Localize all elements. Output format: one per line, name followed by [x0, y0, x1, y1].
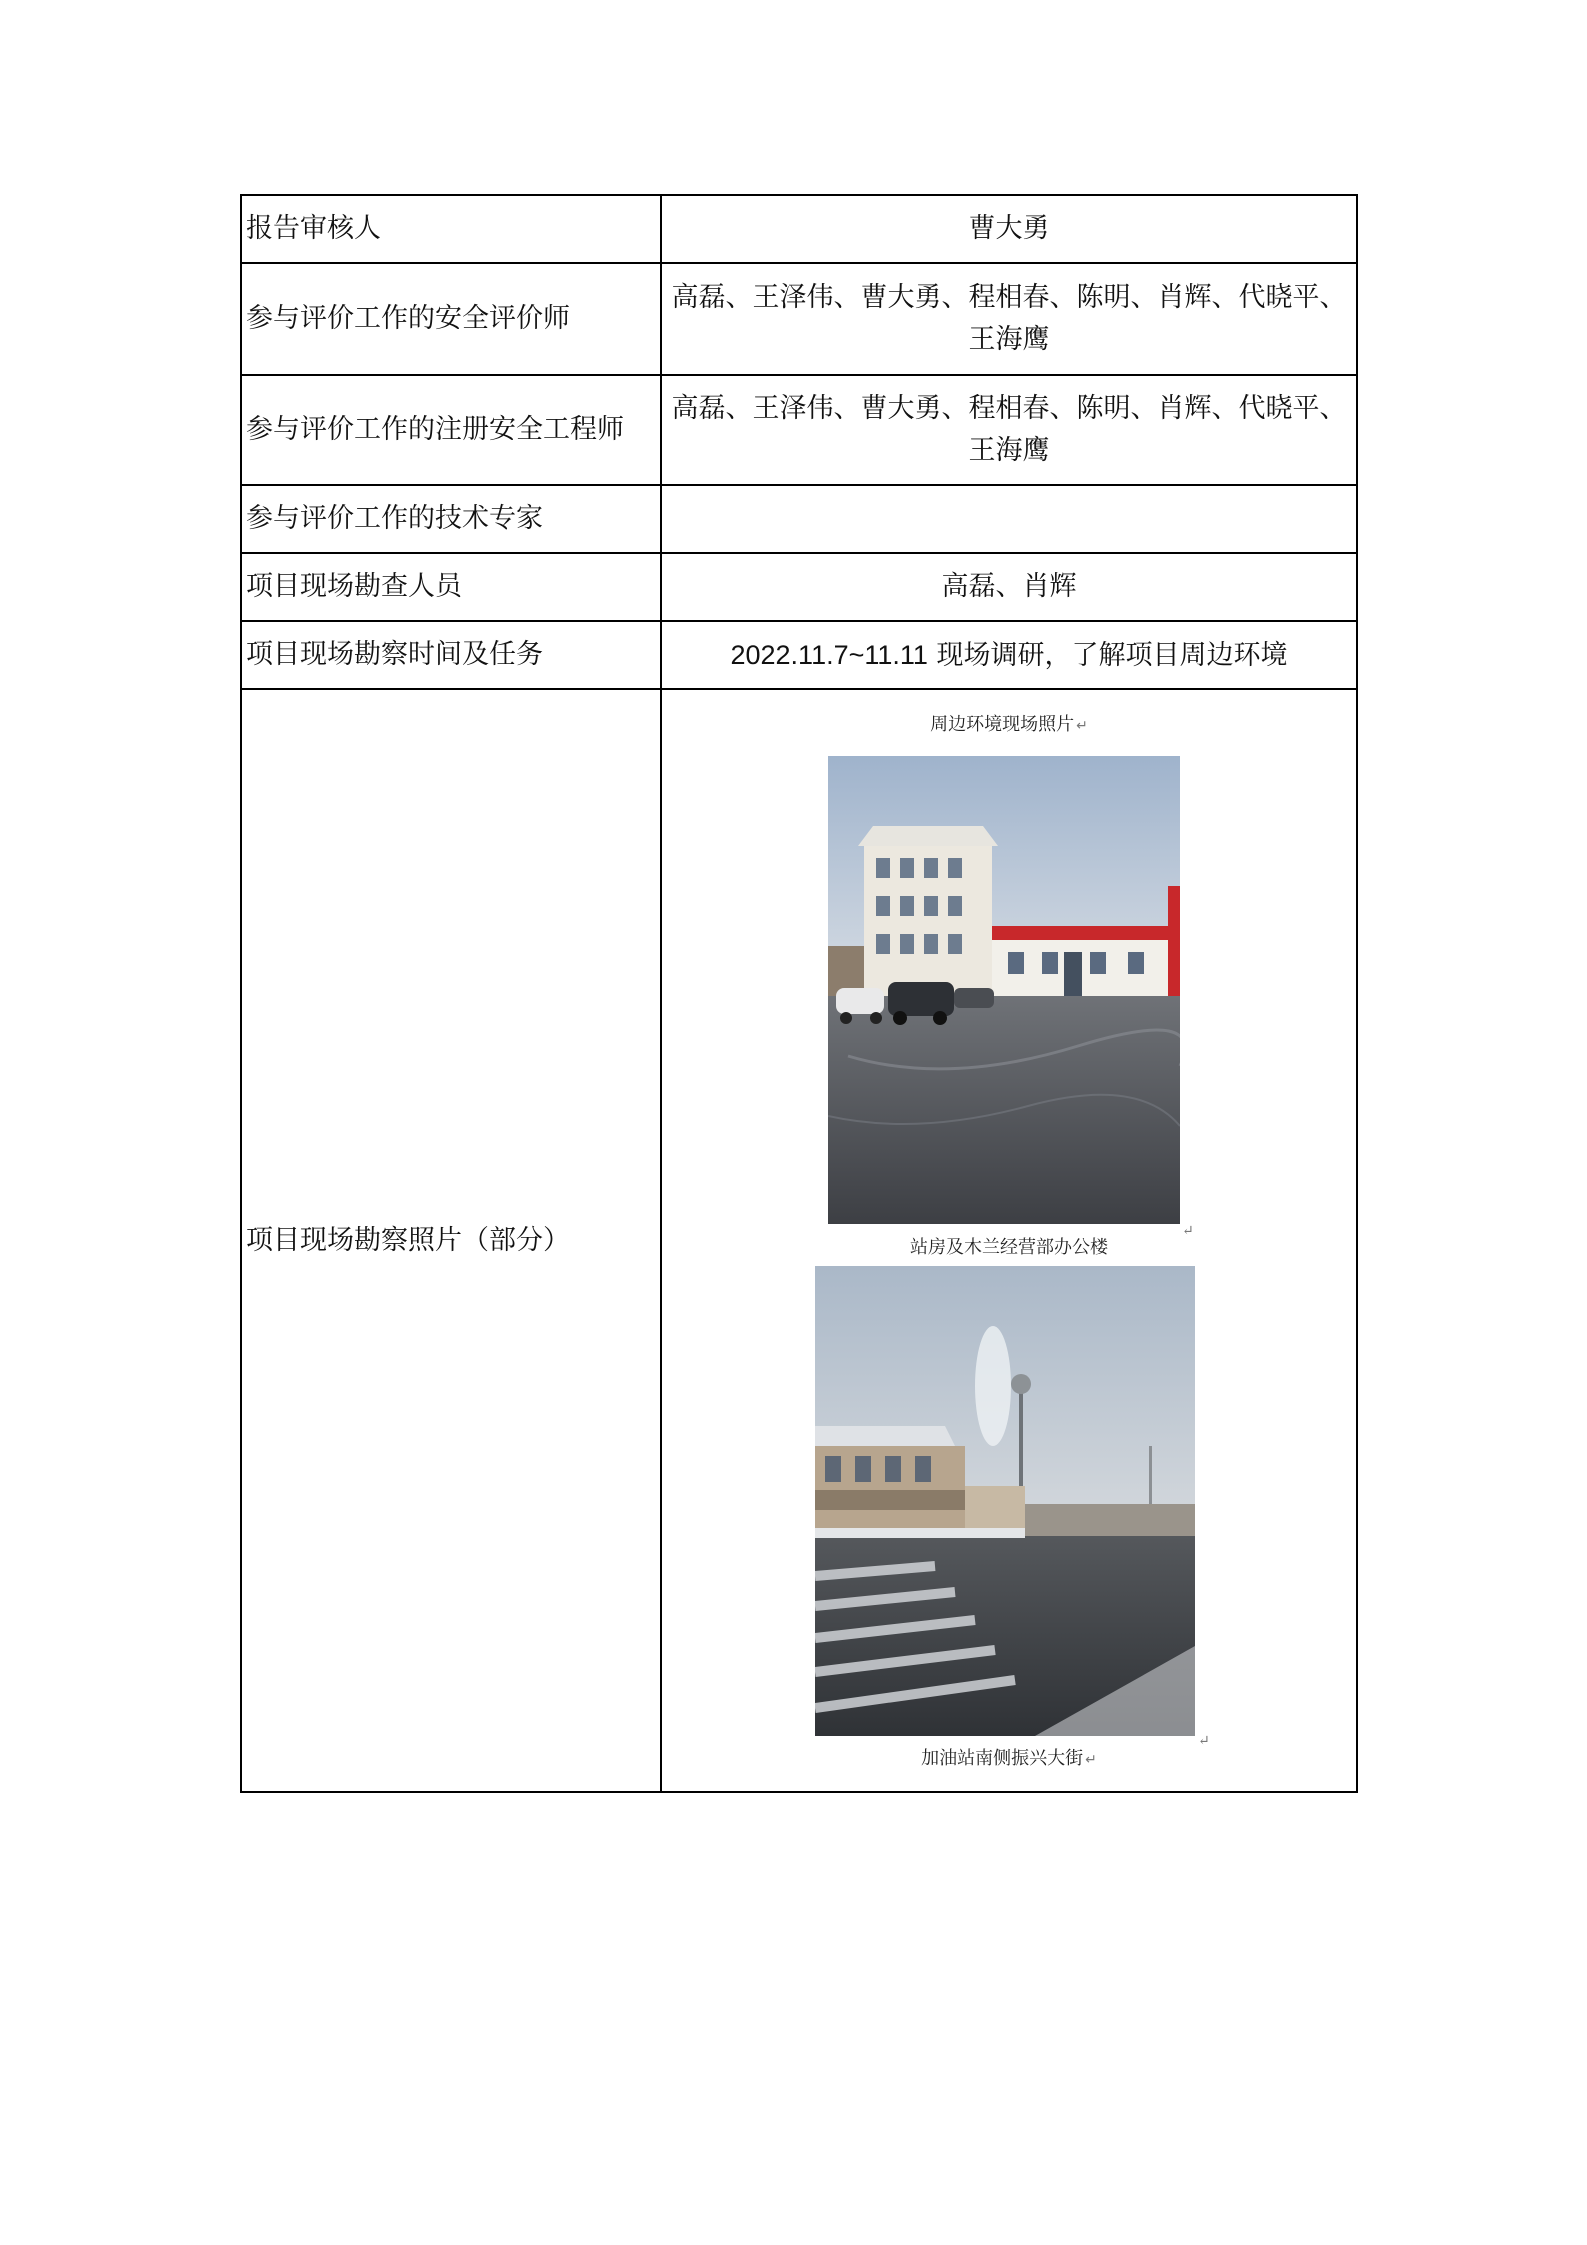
survey-time-value — [661, 621, 1357, 689]
survey-photos-label: 项目现场勘察照片（部分） — [241, 689, 661, 1792]
table-row — [241, 485, 1357, 553]
tech-experts-label: 参与评价工作的技术专家 — [241, 485, 661, 553]
photo1-para-mark: ↵ — [1182, 1223, 1194, 1239]
survey-staff-value: 高磊、肖辉 — [661, 553, 1357, 621]
station-building-photo — [828, 756, 1180, 1224]
survey-task: 现场调研，了解项目周边环境 — [927, 639, 1288, 671]
safety-assessors-value: 高磊、王泽伟、曹大勇、程相春、陈明、肖辉、代晓平、王海鹰 — [661, 263, 1357, 375]
table-row — [241, 553, 1357, 621]
survey-staff-label: 项目现场勘查人员 — [241, 553, 661, 621]
tech-experts-value — [661, 485, 1357, 553]
assessment-info-table — [240, 194, 1358, 1793]
zhenxing-street-photo — [815, 1266, 1195, 1736]
table-row — [241, 195, 1357, 263]
photos-heading: 周边环境现场照片 ↵ — [930, 714, 1088, 734]
survey-time-label: 项目现场勘察时间及任务 — [241, 621, 661, 689]
survey-photos-cell — [661, 689, 1357, 1792]
reviewer-value: 曹大勇 — [661, 195, 1357, 263]
photo2-caption: 加油站南侧振兴大街 ↵ — [921, 1748, 1097, 1768]
reviewer-label: 报告审核人 — [241, 195, 661, 263]
safety-assessors-label: 参与评价工作的安全评价师 — [241, 263, 661, 375]
table-row — [241, 375, 1357, 485]
table-row — [241, 689, 1357, 1792]
photo1-caption: 站房及木兰经营部办公楼 — [910, 1237, 1108, 1257]
table-row — [241, 263, 1357, 375]
photo2-para-mark: ↵ — [1198, 1733, 1210, 1749]
registered-engineers-value: 高磊、王泽伟、曹大勇、程相春、陈明、肖辉、代晓平、王海鹰 — [661, 375, 1357, 485]
registered-engineers-label: 参与评价工作的注册安全工程师 — [241, 375, 661, 485]
survey-date-range: 2022.11.7~11.11 — [730, 639, 928, 670]
table-row — [241, 621, 1357, 689]
